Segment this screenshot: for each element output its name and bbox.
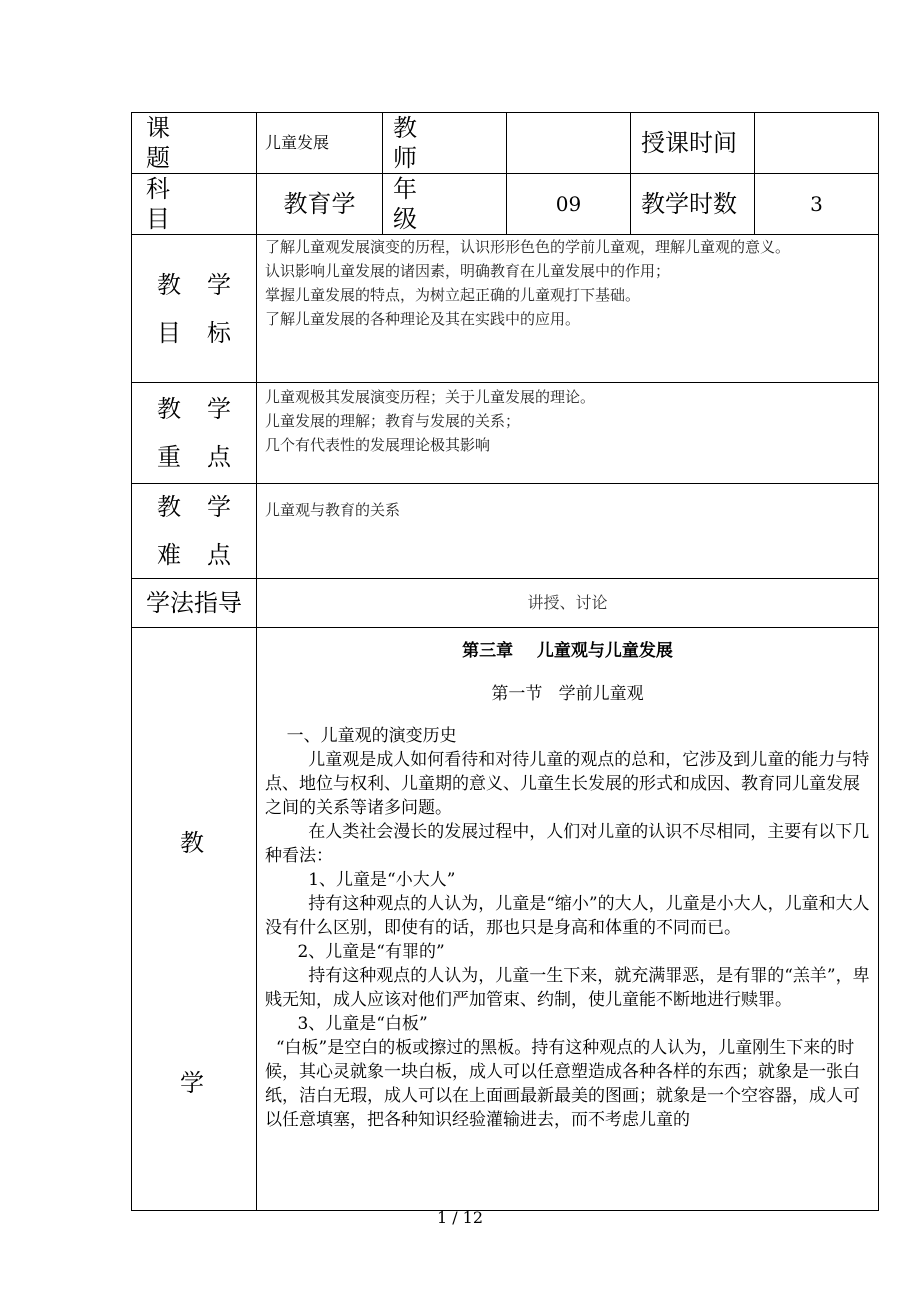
difficulties-content xyxy=(257,484,879,579)
subject-label: 科目 xyxy=(146,175,228,233)
objectives-label-bottom: 目 标 xyxy=(157,318,231,347)
teaching-label-cell xyxy=(132,628,257,1211)
paragraph: 1、儿童是“小大人” xyxy=(265,870,456,890)
grade-value-cell xyxy=(507,174,631,235)
subject-value: 教育学 xyxy=(283,190,356,218)
paragraph: 2、儿童是“有罪的” xyxy=(265,942,445,962)
method-row xyxy=(132,579,879,628)
teaching-label-bottom: 学 xyxy=(180,1069,204,1097)
objective-line: 了解儿童发展的各种理论及其在实践中的应用。 xyxy=(265,310,581,328)
difficulties-label-cell xyxy=(132,484,257,579)
header-row-2 xyxy=(132,174,879,235)
subject-label-cell xyxy=(132,174,257,235)
paragraph: 在人类社会漫长的发展过程中，人们对儿童的认识不尽相同，主要有以下几种看法： xyxy=(265,822,870,866)
grade-label-cell xyxy=(383,174,507,235)
method-label-cell xyxy=(132,579,257,628)
teaching-label-top: 教 xyxy=(180,829,204,857)
teacher-value-cell xyxy=(507,113,631,174)
paragraph: 持有这种观点的人认为，儿童一生下来，就充满罪恶，是有罪的“羔羊”，卑贱无知，成人应该对他们严加管束、约制，使儿童能不断地进行赎罪。 xyxy=(265,966,870,1010)
objective-line: 认识影响儿童发展的诸因素，明确教育在儿童发展中的作用； xyxy=(265,262,671,280)
hours-value: 3 xyxy=(810,192,823,216)
method-value: 讲授、讨论 xyxy=(527,593,608,612)
grade-label: 年级 xyxy=(393,175,469,233)
chapter-title: 第三章 儿童观与儿童发展 xyxy=(462,641,673,661)
teaching-text xyxy=(265,724,870,1132)
difficulties-row xyxy=(132,484,879,579)
hours-value-cell xyxy=(755,174,879,235)
page-number: 1 / 12 xyxy=(436,1208,484,1227)
key-point-line: 儿童发展的理解；教育与发展的关系； xyxy=(265,412,521,430)
key-points-label-cell xyxy=(132,383,257,484)
time-value-cell xyxy=(755,113,879,174)
method-value-cell xyxy=(257,579,879,628)
section-title: 第一节 学前儿童观 xyxy=(491,684,644,704)
hours-label: 教学时数 xyxy=(641,190,737,218)
paragraph: 一、儿童观的演变历史 xyxy=(265,726,457,746)
key-points-content xyxy=(257,383,879,484)
teaching-row xyxy=(132,628,879,1211)
topic-value: 儿童发展 xyxy=(265,133,330,152)
objective-line: 掌握儿童发展的特点，为树立起正确的儿童观打下基础。 xyxy=(265,286,641,304)
teacher-label-cell xyxy=(383,113,507,174)
paragraph: 3、儿童是“白板” xyxy=(265,1014,428,1034)
key-points-row xyxy=(132,383,879,484)
subject-value-cell xyxy=(257,174,383,235)
objectives-row xyxy=(132,235,879,383)
topic-label-cell xyxy=(132,113,257,174)
teaching-content-cell xyxy=(257,628,879,1211)
paragraph: “白板”是空白的板或擦过的黑板。持有这种观点的人认为，儿童刚生下来的时候，其心灵就象一块白板，成人可以任意塑造成各种各样的东西；就象是一张白纸，洁白无瑕，成人可以在上面画最新最美的图画；就象是一个空容器，成人可以任意填塞，把各种知识经验灌输进去，而不考虑儿童的 xyxy=(265,1038,860,1130)
hours-label-cell xyxy=(631,174,755,235)
topic-label: 课题 xyxy=(146,114,230,172)
time-label: 授课时间 xyxy=(641,129,737,157)
difficulties-text: 儿童观与教育的关系 xyxy=(265,501,401,519)
topic-value-cell xyxy=(257,113,383,174)
objectives-label-top: 教 学 xyxy=(157,270,231,299)
difficulties-label-bottom: 难 点 xyxy=(157,541,231,569)
key-point-line: 几个有代表性的发展理论极其影响 xyxy=(265,436,491,454)
paragraph: 儿童观是成人如何看待和对待儿童的观点的总和，它涉及到儿童的能力与特点、地位与权利、儿童期的意义、儿童生长发展的形式和成因、教育同儿童发展之间的关系等诸多问题。 xyxy=(265,750,870,818)
difficulties-label-top: 教 学 xyxy=(157,493,231,521)
objectives-content xyxy=(257,235,879,383)
header-row-1 xyxy=(132,113,879,174)
key-point-line: 儿童观极其发展演变历程；关于儿童发展的理论。 xyxy=(265,388,596,406)
key-points-label-bottom: 重 点 xyxy=(157,443,231,471)
grade-value: 09 xyxy=(555,192,582,216)
method-label: 学法指导 xyxy=(146,589,242,617)
key-points-label-top: 教 学 xyxy=(157,395,231,423)
objective-line: 了解儿童观发展演变的历程，认识形形色色的学前儿童观，理解儿童观的意义。 xyxy=(265,238,791,256)
time-label-cell xyxy=(631,113,755,174)
teacher-label: 教师 xyxy=(393,114,469,172)
lesson-plan-table xyxy=(131,112,879,1211)
objectives-label-cell xyxy=(132,235,257,383)
paragraph: 持有这种观点的人认为，儿童是“缩小”的大人，儿童是小大人，儿童和大人没有什么区别，即使有的话，那也只是身高和体重的不同而已。 xyxy=(265,894,870,938)
